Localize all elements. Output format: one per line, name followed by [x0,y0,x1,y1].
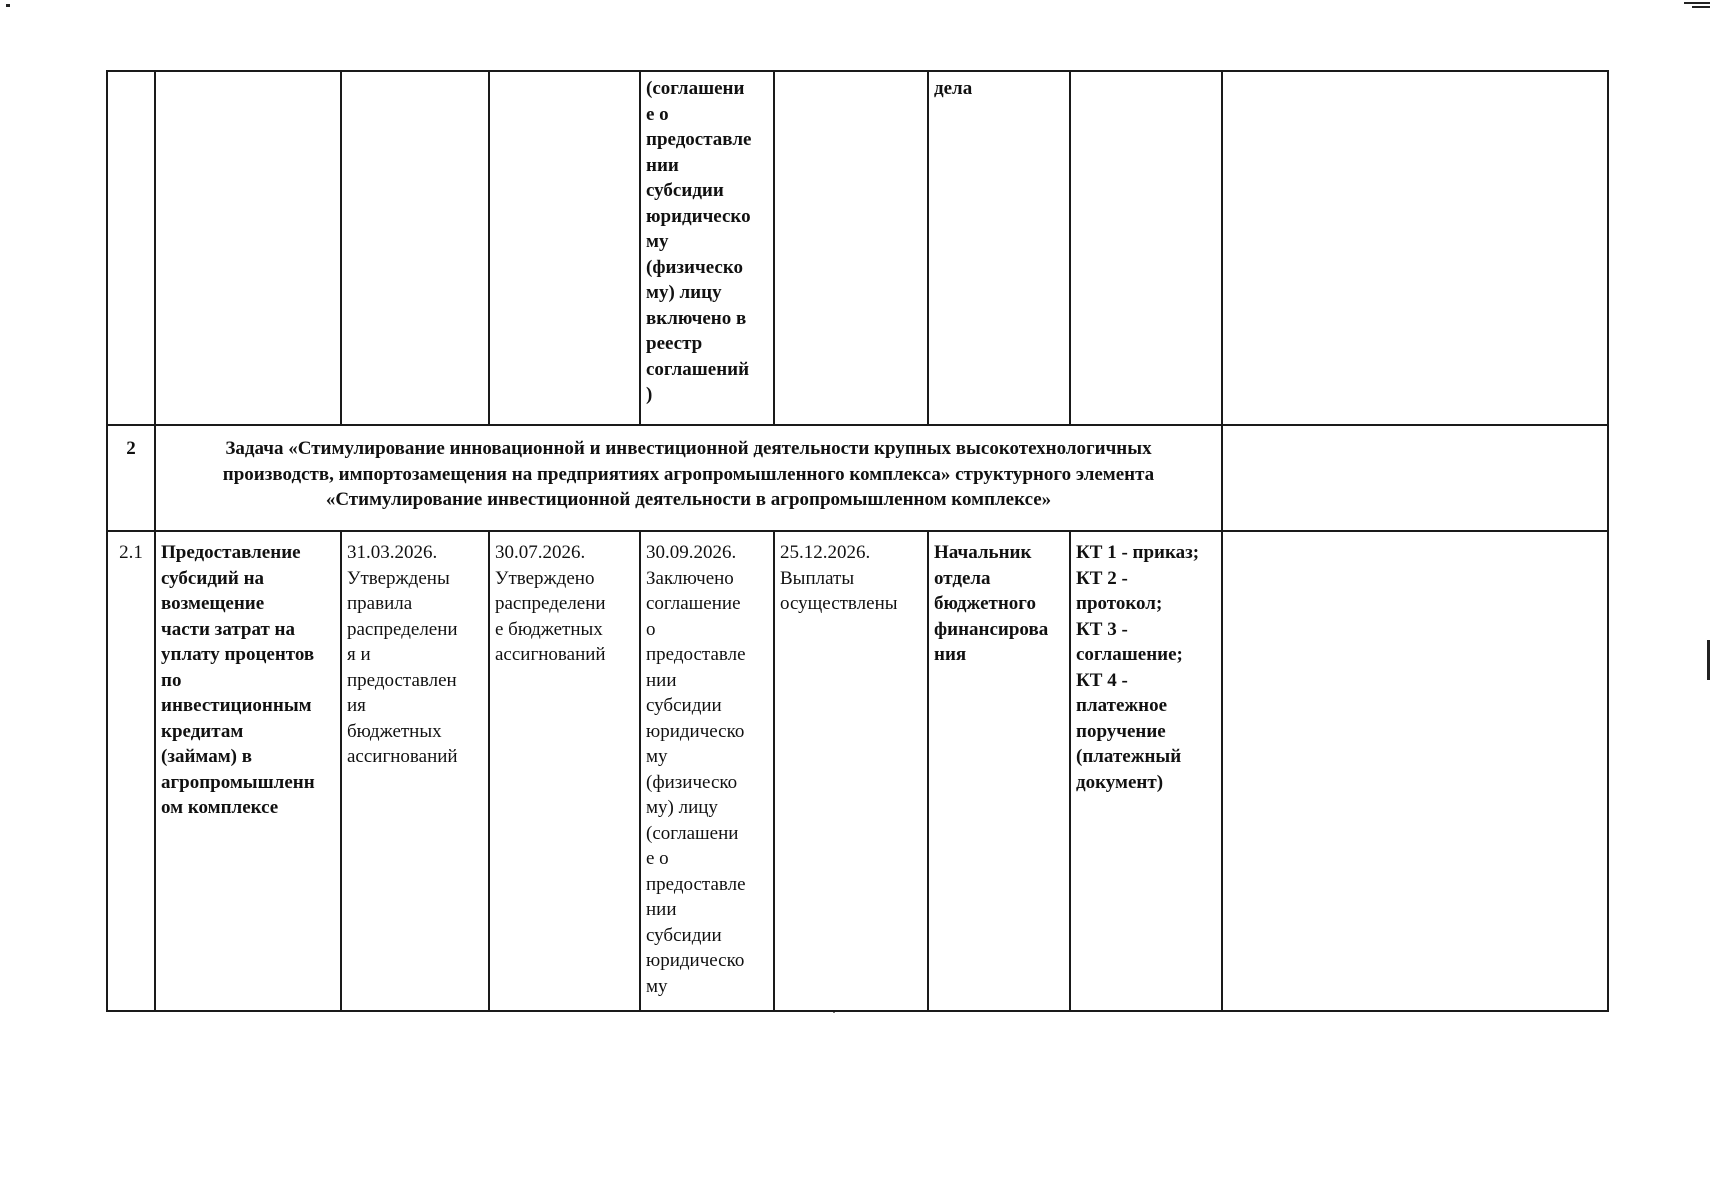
text-line: КТ 3 - [1076,618,1128,640]
text-line: соглашений [646,358,750,380]
text-line: юридическо [646,950,745,971]
text-line: е о [646,103,669,125]
task-number: 2 [107,425,155,531]
text-line: бюджетного [934,593,1036,614]
text-line: включено в [646,307,747,329]
text-line: производств, импортозамещения на предприятиях агропромышленного комплекса» структурного элемента [222,463,1155,485]
text-line: соглашение; [1076,644,1183,665]
cell-kt4 [774,531,928,1011]
text-line: (соглашени [646,78,745,99]
cell-empty [1222,531,1608,1011]
cell-lines [161,540,335,821]
cell-kt2 [489,71,640,425]
text-line: «Стимулирование инвестиционной деятельности в агропромышленном комплексе» [325,489,1052,510]
text-line: КТ 2 - [1076,567,1128,589]
text-line: 30.07.2026. [495,542,586,563]
cell-lines [347,540,483,770]
cell-documents [1070,531,1222,1011]
text-line: платежное [1076,695,1168,716]
table-row-2-1 [107,531,1608,1011]
text-line: нии [646,154,679,176]
text-line: поручение [1076,720,1166,742]
text-line: (соглашени [646,822,739,844]
text-line: юридическо [646,205,751,227]
cell-lines [1076,540,1216,795]
text-line: (физическо [646,771,738,793]
text-line: правила [347,593,413,614]
text-line: му [646,231,669,252]
scan-artifact [6,4,10,7]
text-line: финансирова [934,618,1049,640]
text-line: Выплаты [780,567,855,589]
cell-responsible [928,531,1070,1011]
text-line: распределени [495,593,606,614]
text-line: кредитам [161,720,244,742]
text-line: субсидии [646,180,724,201]
text-line: распределени [347,618,458,640]
text-line: протокол; [1076,593,1163,614]
text-line: (займам) в [161,746,253,767]
text-line: о [646,618,656,640]
task-title [155,425,1222,531]
text-line: е о [646,848,669,869]
text-line: Заключено [646,567,734,589]
cell-number [107,71,155,425]
cell-responsible [928,71,1070,425]
text-line: отдела [934,567,991,589]
cell-name [155,531,341,1011]
text-line: уплату процентов [161,644,315,665]
text-line: КТ 1 - приказ; [1076,542,1200,563]
text-line: му [646,975,668,997]
text-line: субсидии [646,695,722,716]
cell-empty [1222,425,1608,531]
scan-artifact [1692,6,1710,8]
cell-kt3 [640,531,774,1011]
text-line: возмещение [161,593,265,614]
text-line: Утверждено [495,567,595,589]
cell-name [155,71,341,425]
text-line: ия [347,695,366,716]
cell-lines [168,436,1209,513]
table-row-continued [107,71,1608,425]
cell-empty [1222,71,1608,425]
text-line: ) [646,384,653,405]
text-line: юридическо [646,720,745,742]
text-line: Задача «Стимулирование инновационной и инвестиционной деятельности крупных высокотехнологичных [225,438,1152,459]
text-line: Предоставление [161,542,301,563]
text-line: реестр [646,333,703,354]
text-line: (платежный [1076,746,1182,767]
text-line: предоставле [646,644,746,665]
text-line: 31.03.2026. [347,542,438,563]
text-line: дела [934,78,973,99]
text-line: ассигнований [495,644,606,665]
cell-documents [1070,71,1222,425]
text-line: 30.09.2026. [646,542,737,563]
text-line: по [161,669,182,691]
text-line: му [646,746,668,767]
cell-lines [646,76,768,408]
cell-lines [495,540,634,668]
text-line: (физическо [646,256,744,278]
text-line: ом комплексе [161,797,279,818]
text-line: 25.12.2026. [780,542,871,563]
text-line: субсидий на [161,567,265,589]
text-line: осуществлены [780,593,898,614]
text-line: му) лицу [646,797,718,818]
text-line: Утверждены [347,567,450,589]
text-line: агропромышленн [161,771,315,793]
text-line: ассигнований [347,746,458,767]
cell-lines [934,76,1064,102]
cell-kt3 [640,71,774,425]
text-line: инвестиционным [161,695,312,716]
text-line: части затрат на [161,618,295,640]
text-line: предоставлен [347,669,457,691]
text-line: Начальник [934,542,1032,563]
text-line: му) лицу [646,282,722,303]
cell-kt2 [489,531,640,1011]
cell-lines [646,540,768,999]
scan-artifact [1684,2,1710,4]
text-line: нии [646,899,677,920]
cell-kt1 [341,71,489,425]
cell-kt4 [774,71,928,425]
cell-kt1 [341,531,489,1011]
text-line: документ) [1076,771,1164,793]
text-line: бюджетных [347,720,442,742]
text-line: предоставле [646,873,746,895]
text-line: е бюджетных [495,618,603,640]
row-number: 2.1 [107,531,155,1011]
control-points-table [106,70,1609,1012]
text-line: КТ 4 - [1076,669,1128,691]
cell-lines [780,540,922,617]
text-line: ния [934,644,967,665]
text-line: субсидии [646,924,722,946]
text-line: соглашение [646,593,741,614]
table-row-task [107,425,1608,531]
text-line: я и [347,644,371,665]
cell-lines [934,540,1064,668]
text-line: нии [646,669,677,691]
text-line: предоставле [646,129,752,150]
